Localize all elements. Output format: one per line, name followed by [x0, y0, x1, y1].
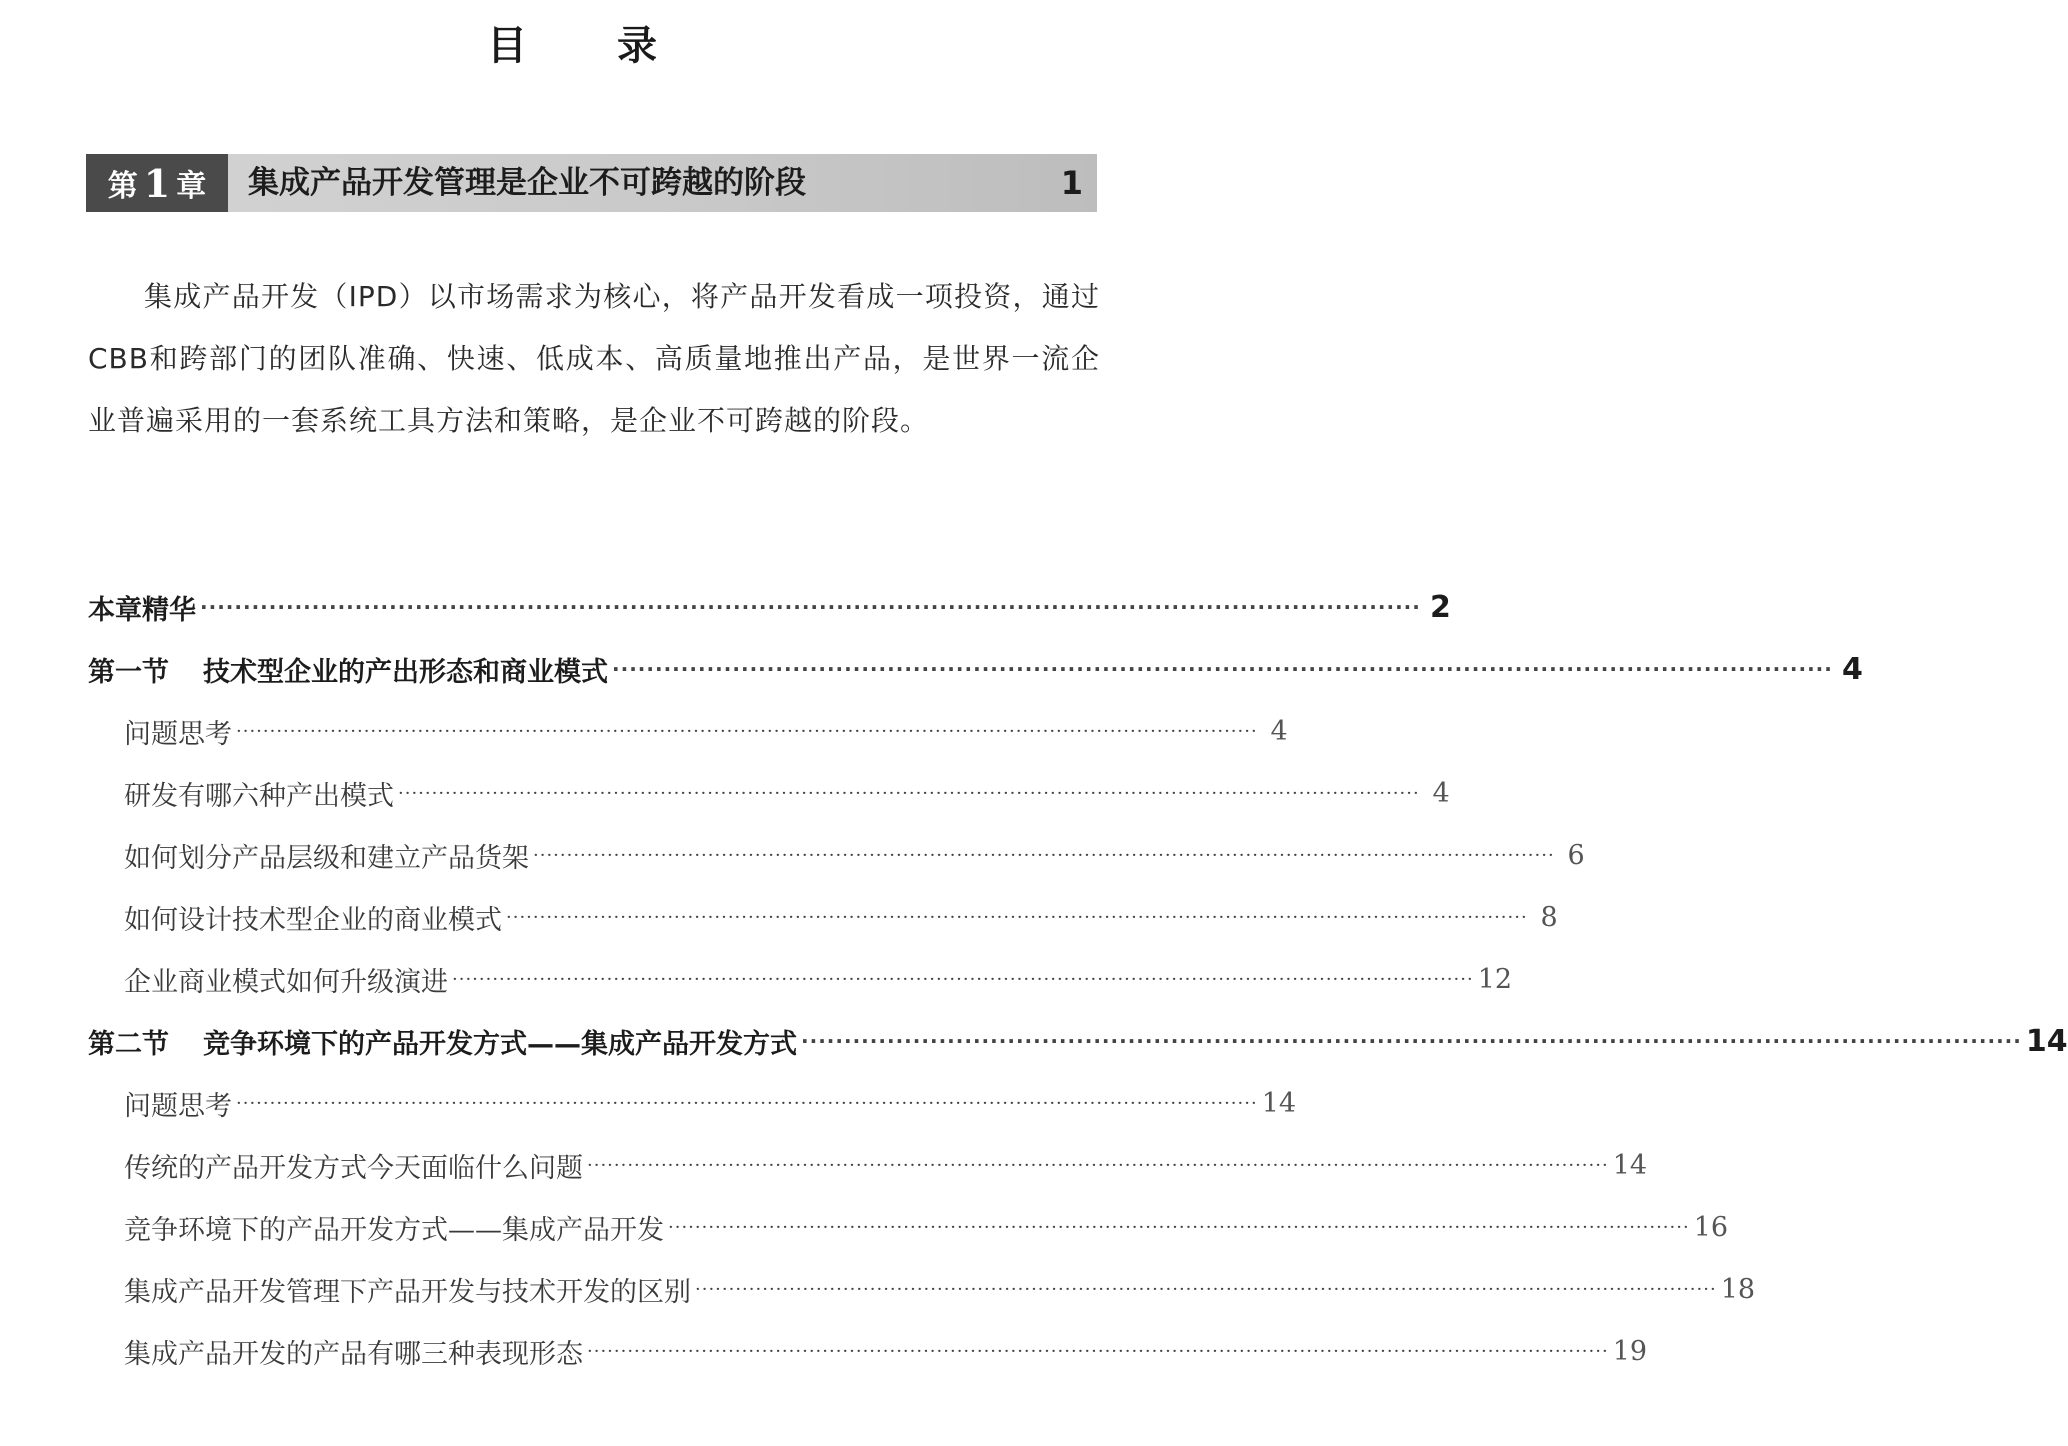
toc-leader-dots: ························································································································································ [236, 720, 1258, 742]
toc-section-title: 技术型企业的产出形态和商业模式 [203, 656, 608, 688]
toc-item[interactable] [88, 700, 1288, 762]
chapter-page-number: 1 [1060, 164, 1083, 202]
page-title: 目 录 [487, 23, 695, 69]
toc-item[interactable] [88, 1072, 1297, 1134]
toc-section-number: 第二节 [88, 1028, 169, 1060]
toc-item-label: 如何设计技术型企业的商业模式 [124, 904, 502, 936]
toc-page-number: 12 [1477, 963, 1513, 995]
toc-item-label: 集成产品开发的产品有哪三种表现形态 [124, 1338, 583, 1370]
toc-page-number: 6 [1567, 839, 1585, 871]
toc-page-number: 4 [1432, 777, 1450, 809]
toc-leader-dots: ························································································································································ [587, 1340, 1609, 1362]
toc-item-label: 研发有哪六种产出模式 [124, 780, 394, 812]
toc-leader-dots: ·············································································································································· [801, 1029, 2022, 1053]
toc-item[interactable] [88, 948, 1513, 1010]
toc-page-number: 18 [1720, 1273, 1756, 1305]
toc-page-number: 2 [1430, 589, 1451, 625]
toc-leader-dots: ························································································································································ [452, 968, 1474, 990]
toc-page-number: 8 [1540, 901, 1558, 933]
table-of-contents [88, 576, 2068, 1382]
toc-leader-dots: ·············································································································································· [200, 595, 1421, 619]
toc-page-number: 19 [1612, 1335, 1648, 1367]
toc-page-number: 4 [1270, 715, 1288, 747]
toc-leader-dots: ························································································································································ [398, 782, 1420, 804]
toc-leader-dots: ························································································································································ [695, 1278, 1717, 1300]
chapter-title: 集成产品开发管理是企业不可跨越的阶段 [248, 165, 806, 201]
toc-section-number: 第一节 [88, 656, 169, 688]
toc-leader-dots: ························································································································································ [587, 1154, 1609, 1176]
chapter-number: 1 [143, 160, 171, 206]
toc-page-number: 16 [1693, 1211, 1729, 1243]
toc-leader-dots: ························································································································································ [236, 1092, 1258, 1114]
toc-leader-dots: ························································································································································ [533, 844, 1555, 866]
toc-item[interactable] [88, 886, 1558, 948]
toc-section-heading [88, 650, 608, 689]
toc-item[interactable] [88, 824, 1585, 886]
toc-leader-dots: ························································································································································ [668, 1216, 1690, 1238]
chapter-prefix: 第 [107, 169, 138, 204]
toc-item[interactable] [88, 1196, 1729, 1258]
toc-section-2[interactable] [88, 1010, 2068, 1072]
toc-item-label: 问题思考 [124, 1090, 232, 1122]
toc-item-label: 如何划分产品层级和建立产品货架 [124, 842, 529, 874]
toc-section-title: 竞争环境下的产品开发方式——集成产品开发方式 [203, 1028, 797, 1060]
chapter-suffix: 章 [176, 169, 207, 204]
chapter-label [86, 154, 228, 212]
toc-item[interactable] [88, 1134, 1648, 1196]
toc-leader-dots: ·············································································································································· [612, 657, 1833, 681]
toc-item-label: 问题思考 [124, 718, 232, 750]
chapter-header [86, 154, 1097, 212]
toc-item[interactable] [88, 1258, 1756, 1320]
toc-page-number: 14 [1261, 1087, 1297, 1119]
toc-page-number: 4 [1842, 651, 1863, 687]
toc-page-number: 14 [1612, 1149, 1648, 1181]
toc-entry-essence[interactable] [88, 576, 1451, 638]
toc-item-label: 集成产品开发管理下产品开发与技术开发的区别 [124, 1276, 691, 1308]
toc-entry-label: 本章精华 [88, 594, 196, 626]
toc-leader-dots: ························································································································································ [506, 906, 1528, 928]
toc-item-label: 传统的产品开发方式今天面临什么问题 [124, 1152, 583, 1184]
toc-section-1[interactable] [88, 638, 1863, 700]
toc-item[interactable] [88, 1320, 1648, 1382]
chapter-intro-paragraph: 集成产品开发（IPD）以市场需求为核心，将产品开发看成一项投资，通过CBB和跨部门的团队准确、快速、低成本、高质量地推出产品，是世界一流企业普遍采用的一套系统工具方法和策略，是企业不可跨越的阶段。 [88, 280, 1100, 437]
toc-item[interactable] [88, 762, 1450, 824]
toc-item-label: 企业商业模式如何升级演进 [124, 966, 448, 998]
toc-item-label: 竞争环境下的产品开发方式——集成产品开发 [124, 1214, 664, 1246]
toc-section-heading [88, 1022, 797, 1061]
toc-page-number: 14 [2025, 1023, 2068, 1059]
